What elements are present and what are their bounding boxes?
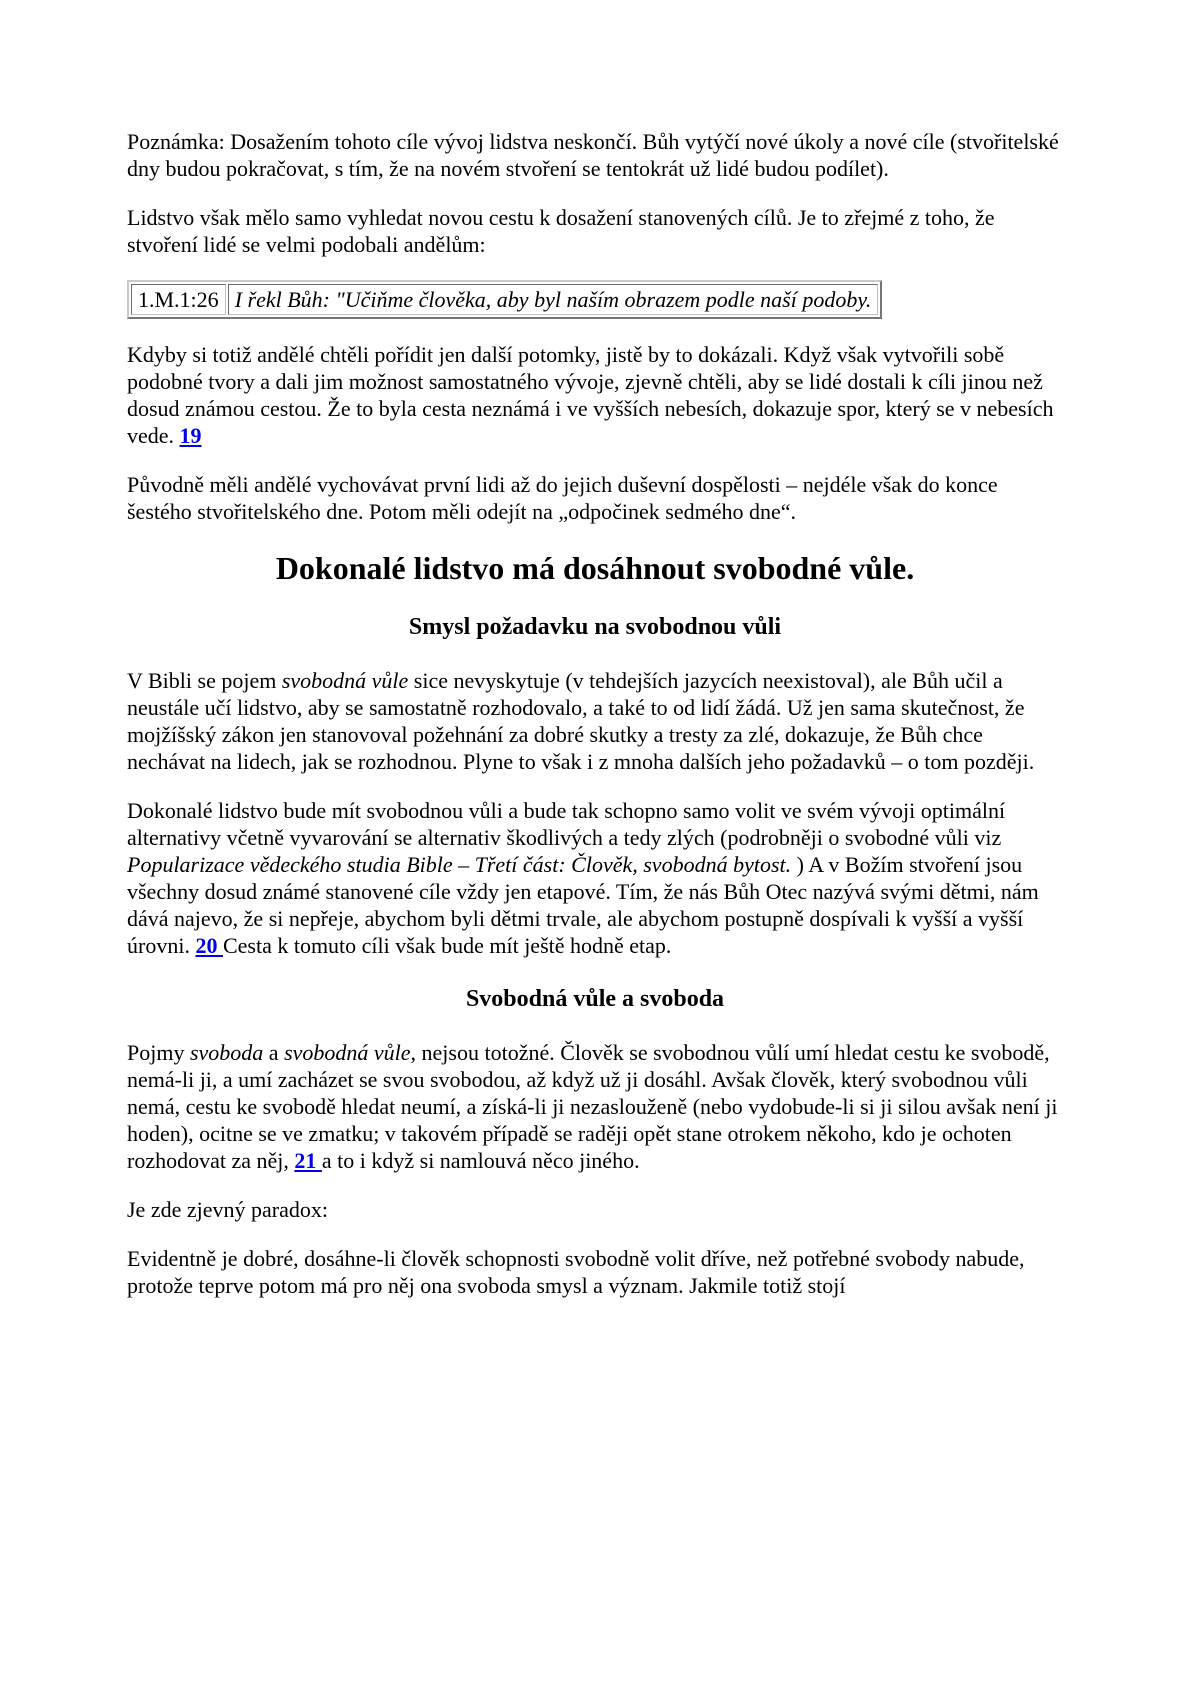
text-run: Pojmy [127, 1040, 190, 1065]
text-run: a to i když si namlouvá něco jiného. [321, 1148, 640, 1173]
main-heading: Dokonalé lidstvo má dosáhnout svobodné vůle. [275, 550, 915, 586]
paragraph-note [127, 128, 1063, 182]
text-run: V Bibli se pojem [127, 668, 282, 693]
subheading-free-will-meaning: Smysl požadavku na svobodnou vůli [408, 614, 782, 640]
emphasis-text: svobodná vůle, [284, 1040, 417, 1065]
text-run: sice nevyskytuje (v tehdejších jazycích neexistoval), ale Bůh učil a neustále učí lidstvo, aby se samostatně rozhodovalo, a také to od lidí žádá. Už jen sama skutečnost, že mojžíšský zákon jen stanovoval požehnání za dobré skutky a tresty za zlé, dokazuje, že Bůh chce nechávat na lidech, jak se rozhodnou. Plyne to však i z mnoha dalších jeho požadavků – o tom později. [127, 668, 1035, 774]
footnote-link-20[interactable]: 20 [195, 933, 223, 958]
emphasis-text: Popularizace vědeckého studia Bible – Třetí část: Člověk, svobodná bytost. [127, 852, 792, 877]
bible-verse-table [127, 280, 882, 319]
text-run: a [263, 1040, 285, 1065]
paragraph-paradox [127, 1196, 1063, 1223]
emphasis-text: svoboda [189, 1040, 264, 1065]
footnote-link-19[interactable]: 19 [179, 423, 202, 448]
text-run: Lidstvo však mělo samo vyhledat novou cestu k dosažení stanovených cílů. Je to zřejmé z toho, že stvoření lidé se velmi podobali andělům: [127, 205, 995, 257]
paragraph-intro [127, 204, 1063, 258]
paragraph-evidently [127, 1245, 1063, 1299]
verse-quote-text: I řekl Bůh: "Učiňme člověka, aby byl naším obrazem podle naší podoby. [228, 284, 879, 315]
text-run: Cesta k tomuto cíli však bude mít ještě hodně etap. [222, 933, 672, 958]
verse-row [131, 284, 878, 315]
emphasis-text: svobodná vůle [281, 668, 409, 693]
text-run: Původně měli andělé vychovávat první lidi až do jejich duševní dospělosti – nejdéle však do konce šestého stvořitelského dne. Potom měli odejít na „odpočinek sedmého dne“. [127, 472, 998, 524]
paragraph-bible-free-will [127, 667, 1063, 775]
text-run: Je zde zjevný paradox: [127, 1197, 328, 1222]
text-run: Evidentně je dobré, dosáhne-li člověk schopnosti svobodně volit dříve, než potřebné svobody nabude, protože teprve potom má pro něj ona svoboda smysl a význam. Jakmile totiž stojí [127, 1246, 1025, 1298]
text-run: nejsou totožné. Člověk se svobodnou vůlí umí hledat cestu ke svobodě, nemá-li ji, a umí zacházet se svou svobodou, až když už ji dosáhl. Avšak člověk, který svobodnou vůli nemá, cestu ke svobodě hledat neumí, a získá-li ji nezaslouženě (nebo vydobude-li si ji silou avšak není ji hoden), ocitne se ve zmatku; v takovém případě se raději opět stane otrokem někoho, kdo je ochoten rozhodovat za něj, [127, 1040, 1058, 1173]
paragraph-perfect-humanity [127, 797, 1063, 959]
verse-reference: 1.M.1:26 [131, 284, 226, 315]
paragraph-concepts [127, 1039, 1063, 1174]
footnote-link-21[interactable]: 21 [294, 1148, 322, 1173]
text-run: Kdyby si totiž andělé chtěli pořídit jen další potomky, jistě by to dokázali. Když však vytvořili sobě podobné tvory a dali jim možnost samostatného vývoje, zjevně chtěli, aby se lidé dostali k cíli jinou než dosud známou cestou. Že to byla cesta neznámá i ve vyšších nebesích, dokazuje spor, který se v nebesích vede. [127, 342, 1054, 448]
paragraph-angels [127, 341, 1063, 449]
text-run: Dokonalé lidstvo bude mít svobodnou vůli a bude tak schopno samo volit ve svém vývoji optimální alternativy včetně vyvarování se alternativ škodlivých a tedy zlých (podrobněji o svobodné vůli viz [127, 798, 1006, 850]
text-run: ) A v Božím stvoření jsou všechny dosud známé stanovené cíle vždy jen etapové. Tím, že nás Bůh Otec nazývá svými dětmi, nám dává najevo, že si nepřeje, abychom byli dětmi trvale, ale abychom postupně dospívali k vyšší a vyšší úrovni. [127, 852, 1039, 958]
subheading-free-will-freedom: Svobodná vůle a svoboda [465, 986, 725, 1012]
text-run: Poznámka: Dosažením tohoto cíle vývoj lidstva neskončí. Bůh vytýčí nové úkoly a nové cíle (stvořitelské dny budou pokračovat, s tím, že na novém stvoření se tentokrát už lidé budou podílet). [127, 129, 1059, 181]
paragraph-upbringing [127, 471, 1063, 525]
